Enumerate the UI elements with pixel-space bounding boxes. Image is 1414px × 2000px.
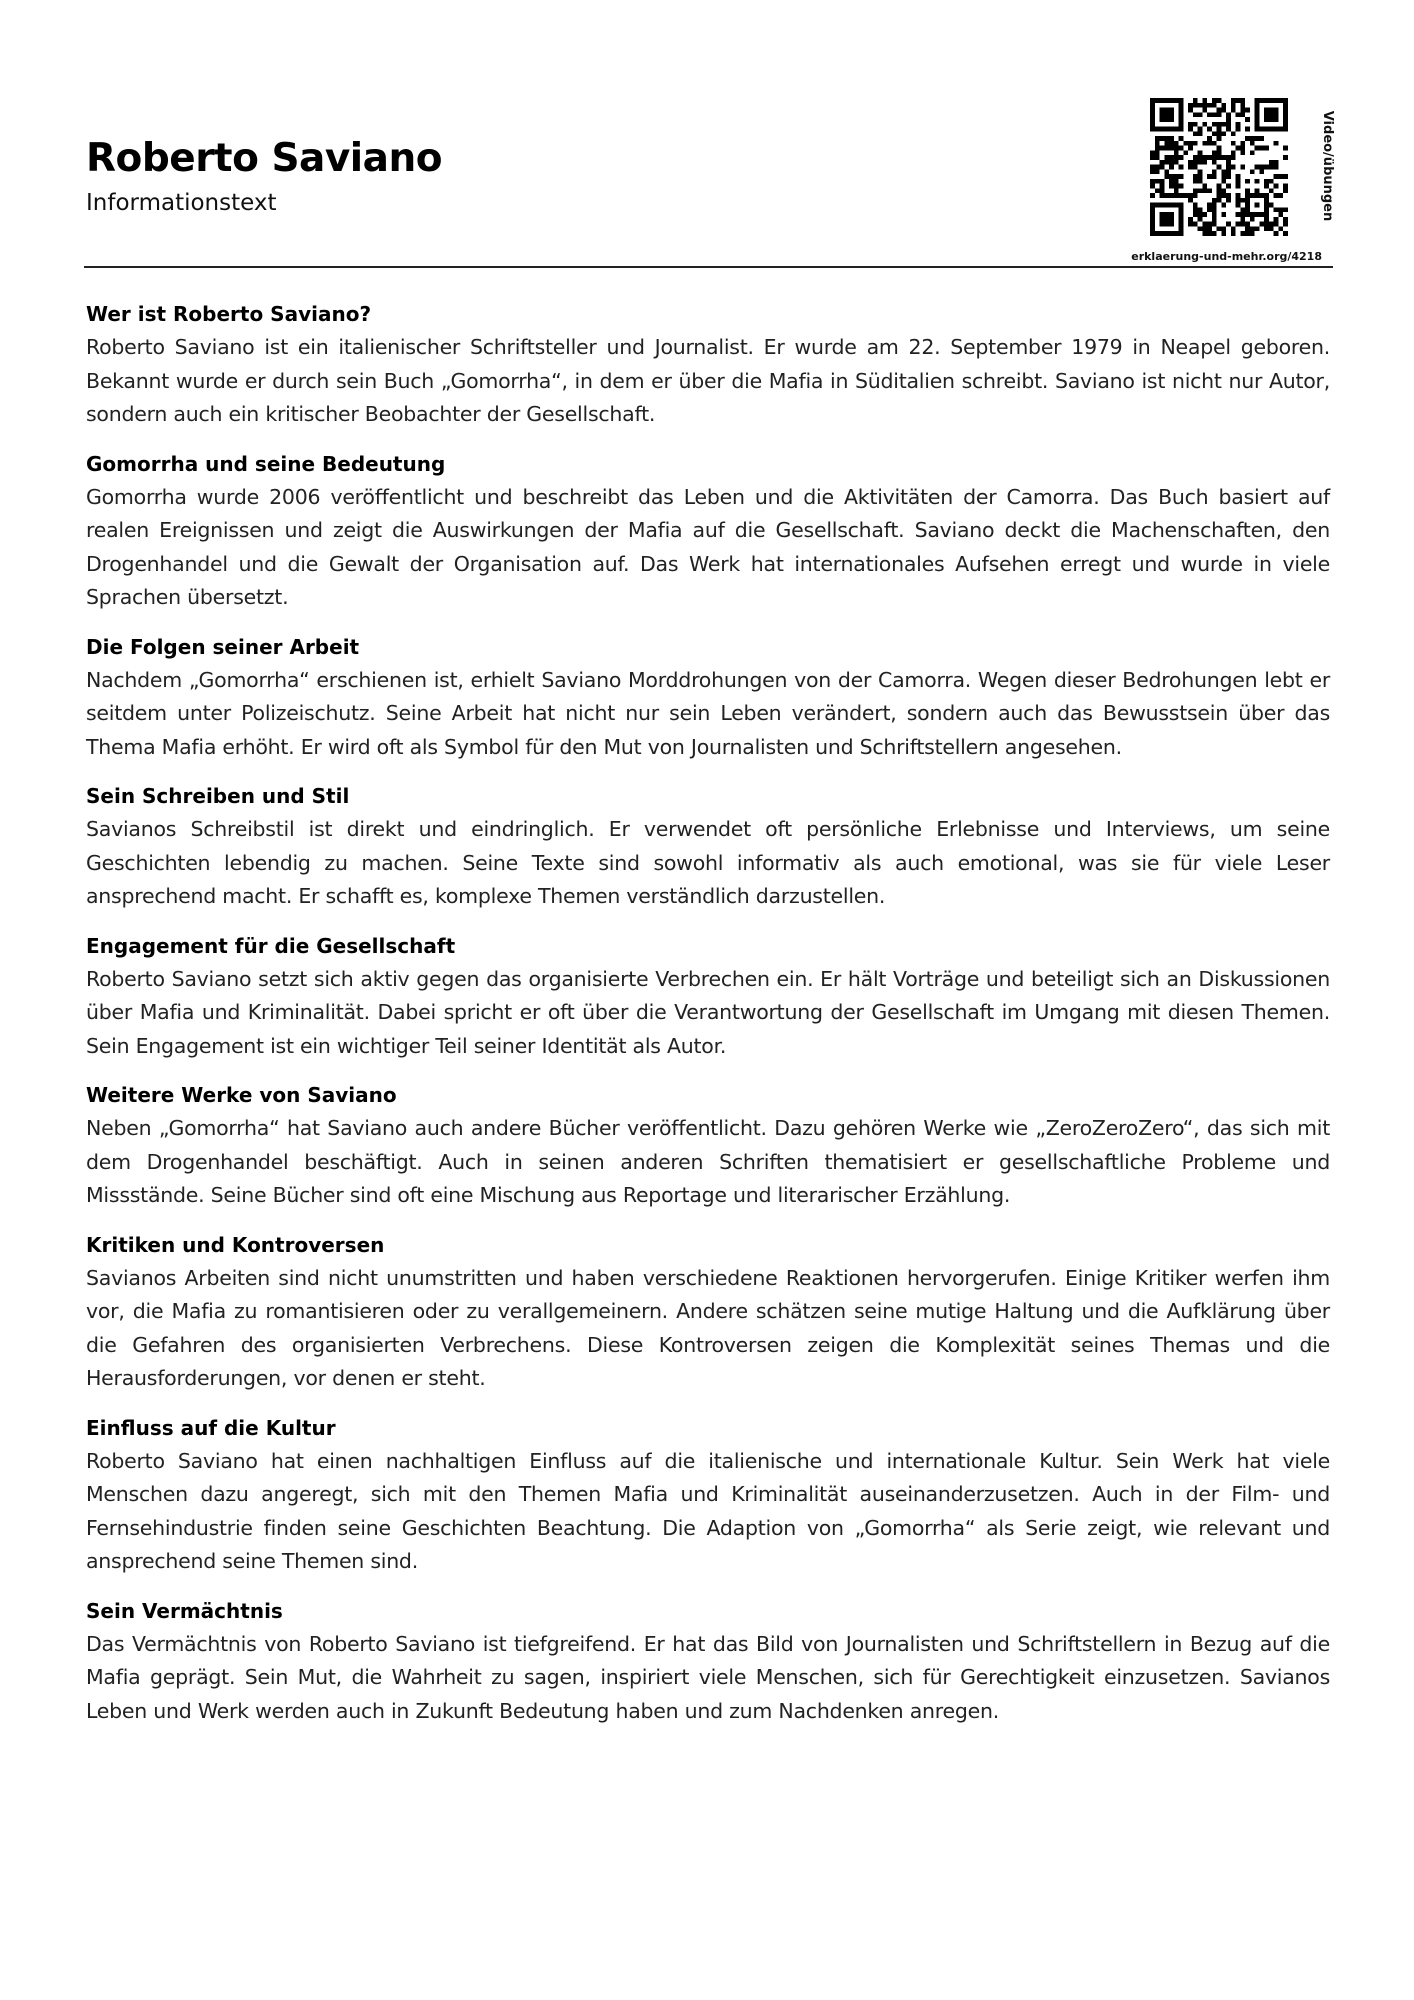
section-vermaechtnis	[86, 1595, 1330, 1729]
section-paragraph: Roberto Saviano ist ein italienischer Schriftsteller und Journalist. Er wurde am 22. September 1979 in Neapel geboren. Bekannt wurde er durch sein Buch „Gomorrha“, in dem er über die Mafia in Süditalien schreibt. Saviano ist nicht nur Autor, sondern auch ein kritischer Beobachter der Gesellschaft.	[86, 335, 1330, 426]
section-heading: Gomorrha und seine Bedeutung	[86, 451, 446, 476]
section-schreiben-stil	[86, 780, 1330, 914]
section-heading: Engagement für die Gesellschaft	[86, 933, 456, 958]
section-heading: Kritiken und Kontroversen	[86, 1232, 385, 1257]
qr-url[interactable]: erklaerung-und-mehr.org/4218	[1131, 250, 1322, 263]
section-heading: Sein Schreiben und Stil	[86, 784, 350, 808]
section-paragraph: Savianos Schreibstil ist direkt und eindringlich. Er verwendet oft persönliche Erlebnisse und Interviews, um seine Geschichten lebendig zu machen. Seine Texte sind sowohl informativ als auch emotional, was sie für viele Leser ansprechend macht. Er schafft es, komplexe Themen verständlich darzustellen.	[86, 817, 1330, 908]
header-divider	[84, 266, 1333, 268]
section-kritiken	[86, 1229, 1330, 1396]
section-heading: Die Folgen seiner Arbeit	[86, 634, 360, 659]
section-einfluss-kultur	[86, 1412, 1330, 1579]
page-title: Roberto Saviano	[86, 136, 443, 181]
section-paragraph: Neben „Gomorrha“ hat Saviano auch andere Bücher veröffentlicht. Dazu gehören Werke wie „ZeroZeroZero“, das sich mit dem Drogenhandel beschäftigt. Auch in seinen anderen Schriften thematisiert er gesellschaftliche Probleme und Missstände. Seine Bücher sind oft eine Mischung aus Reportage und literarischer Erzählung.	[86, 1116, 1330, 1207]
section-paragraph: Das Vermächtnis von Roberto Saviano ist tiefgreifend. Er hat das Bild von Journalisten und Schriftstellern in Bezug auf die Mafia geprägt. Sein Mut, die Wahrheit zu sagen, inspiriert viele Menschen, sich für Gerechtigkeit einzusetzen. Savianos Leben und Werk werden auch in Zukunft Bedeutung haben und zum Nachdenken anregen.	[86, 1631, 1330, 1723]
section-heading: Einfluss auf die Kultur	[86, 1415, 336, 1440]
qr-code-icon[interactable]	[1150, 98, 1288, 236]
section-folgen	[86, 631, 1330, 765]
section-engagement	[86, 930, 1330, 1064]
document-body	[86, 298, 1330, 1744]
section-heading: Sein Vermächtnis	[86, 1598, 283, 1623]
section-weitere-werke	[86, 1079, 1330, 1213]
page-subtitle: Informationstext	[86, 190, 277, 216]
section-paragraph: Gomorrha wurde 2006 veröffentlicht und beschreibt das Leben und die Aktivitäten der Camorra. Das Buch basiert auf realen Ereignissen und zeigt die Auswirkungen der Mafia auf die Gesellschaft. Saviano deckt die Machenschaften, den Drogenhandel und die Gewalt der Organisation auf. Das Werk hat internationales Aufsehen erregt und wurde in viele Sprachen übersetzt.	[86, 484, 1330, 609]
section-paragraph: Roberto Saviano setzt sich aktiv gegen das organisierte Verbrechen ein. Er hält Vorträge und beteiligt sich an Diskussionen über Mafia und Kriminalität. Dabei spricht er oft über die Verantwortung der Gesellschaft im Umgang mit diesen Themen. Sein Engagement ist ein wichtiger Teil seiner Identität als Autor.	[86, 966, 1330, 1058]
qr-label: Video/übungen	[1320, 110, 1335, 222]
section-gomorrha	[86, 448, 1330, 615]
section-heading: Weitere Werke von Saviano	[86, 1083, 397, 1107]
section-paragraph: Savianos Arbeiten sind nicht unumstritten und haben verschiedene Reaktionen hervorgerufen. Einige Kritiker werfen ihm vor, die Mafia zu romantisieren oder zu verallgemeinern. Andere schätzen seine mutige Haltung und die Aufklärung über die Gefahren des organisierten Verbrechens. Diese Kontroversen zeigen die Komplexität seines Themas und die Herausforderungen, vor denen er steht.	[86, 1265, 1330, 1390]
section-heading: Wer ist Roberto Saviano?	[86, 302, 372, 326]
section-paragraph: Roberto Saviano hat einen nachhaltigen Einfluss auf die italienische und internationale Kultur. Sein Werk hat viele Menschen dazu angeregt, sich mit den Themen Mafia und Kriminalität auseinanderzusetzen. Auch in der Film- und Fernsehindustrie finden seine Geschichten Beachtung. Die Adaption von „Gomorrha“ als Serie zeigt, wie relevant und ansprechend seine Themen sind.	[86, 1448, 1330, 1573]
section-paragraph: Nachdem „Gomorrha“ erschienen ist, erhielt Saviano Morddrohungen von der Camorra. Wegen dieser Bedrohungen lebt er seitdem unter Polizeischutz. Seine Arbeit hat nicht nur sein Leben verändert, sondern auch das Bewusstsein über das Thema Mafia erhöht. Er wird oft als Symbol für den Mut von Journalisten und Schriftstellern angesehen.	[86, 667, 1330, 759]
section-wer-ist-saviano	[86, 298, 1330, 432]
